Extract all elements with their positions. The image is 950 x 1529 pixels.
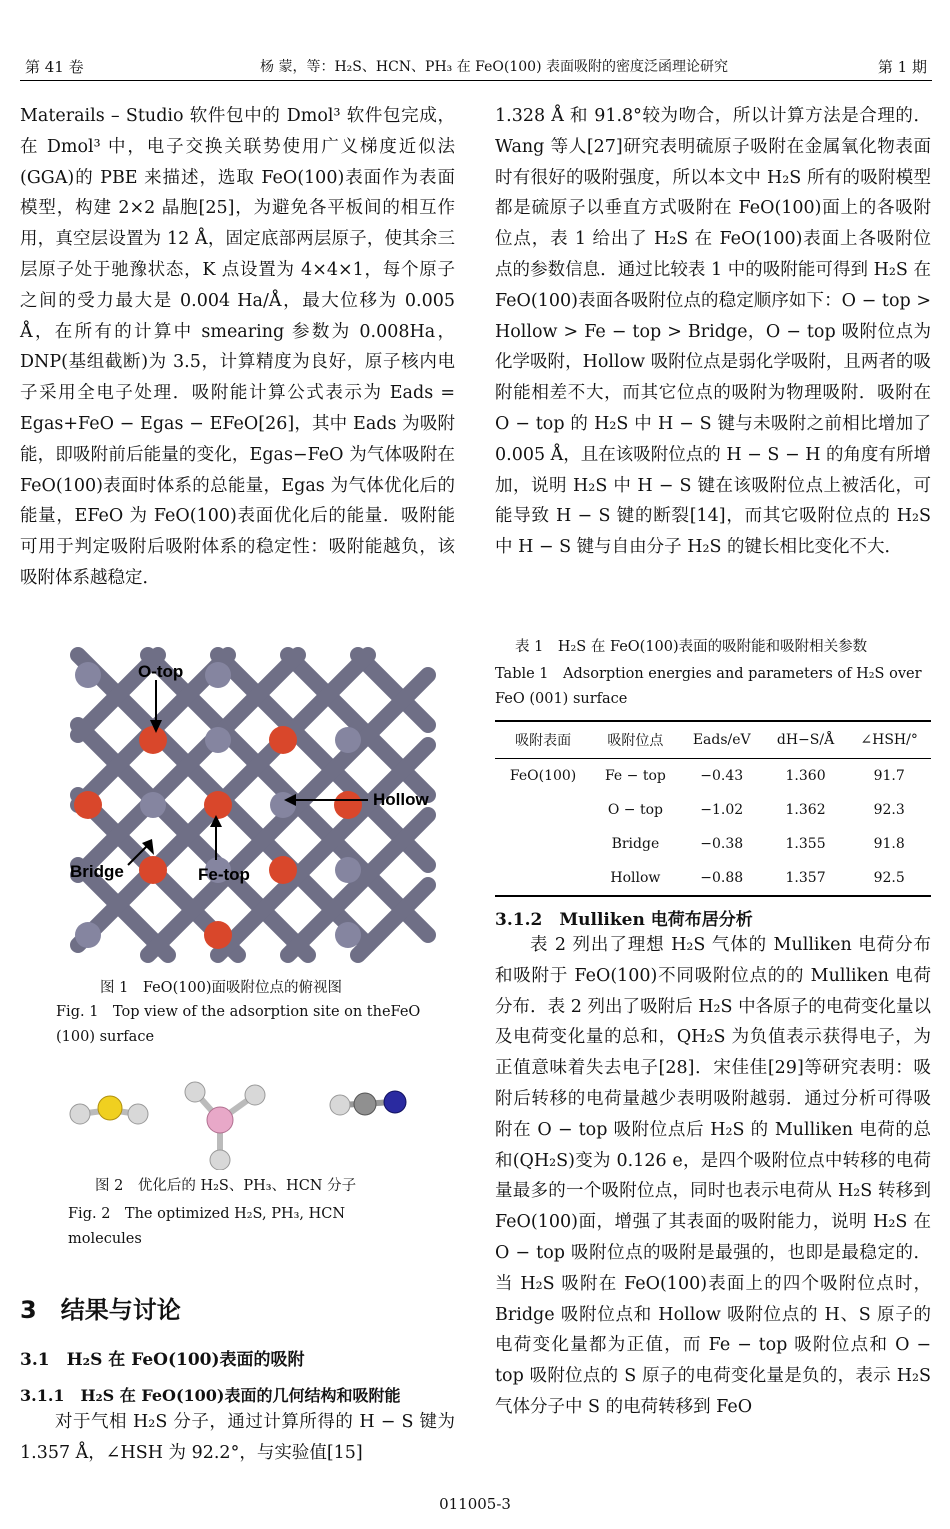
running-title: 杨 蒙，等：H₂S、HCN、PH₃ 在 FeO(100) 表面吸附的密度泛函理论研究 xyxy=(260,59,728,75)
otop-label: O-top xyxy=(138,662,184,681)
fetop-label: Fe-top xyxy=(198,865,250,884)
bridge-label: Bridge xyxy=(70,862,124,881)
table-row xyxy=(495,861,931,896)
table-cell xyxy=(495,793,591,827)
fig1-caption-en: Fig. 1 Top view of the adsorption site on theFeO (100) surface xyxy=(56,1004,421,1045)
section-3-1-heading: 3.1 H₂S 在 FeO(100)表面的吸附 xyxy=(20,1350,305,1370)
ph3-molecule xyxy=(185,1082,265,1170)
fig2-caption-cn: 图 2 优化后的 H₂S、PH₃、HCN 分子 xyxy=(95,1178,357,1194)
table1-caption-en: Table 1 Adsorption energies and parameters of H₂S over FeO (001) surface xyxy=(495,666,922,707)
table-header: Eads/eV xyxy=(692,732,751,748)
table-cell: Bridge xyxy=(611,836,660,852)
table-row xyxy=(495,827,931,861)
table-cell: O − top xyxy=(607,802,663,818)
table-header: 吸附位点 xyxy=(607,733,664,749)
right-paragraph-2-wrap xyxy=(495,930,931,1423)
running-header xyxy=(20,0,932,82)
table-header: 吸附表面 xyxy=(515,733,572,749)
table-cell: Hollow xyxy=(610,870,661,886)
table-header: ∠HSH/° xyxy=(860,732,918,748)
table-cell: 1.362 xyxy=(785,802,826,818)
issue-label: 第 1 期 xyxy=(877,58,927,76)
table-cell: 92.5 xyxy=(873,870,905,886)
header-rule xyxy=(20,80,932,81)
table-cell: Fe − top xyxy=(604,768,666,784)
section-3-1-2-heading: 3.1.2 Mulliken 电荷布居分析 xyxy=(495,910,753,930)
table-cell: 91.7 xyxy=(873,768,905,784)
right-column xyxy=(495,101,931,563)
table1-caption-cn: 表 1 H₂S 在 FeO(100)表面的吸附能和吸附相关参数 xyxy=(515,639,868,655)
section-3-1-1-heading: 3.1.1 H₂S 在 FeO(100)表面的几何结构和吸附能 xyxy=(20,1386,401,1405)
table-cell: 1.360 xyxy=(785,768,826,784)
figure-1-lattice xyxy=(68,645,438,965)
fig2-caption-en: Fig. 2 The optimized H₂S, PH₃, HCN molecules xyxy=(68,1206,346,1247)
page-number: 011005-3 xyxy=(439,1495,511,1513)
table-cell: FeO(100) xyxy=(509,768,577,784)
fig1-caption-cn: 图 1 FeO(100)面吸附位点的俯视图 xyxy=(100,980,343,996)
h2s-molecule xyxy=(70,1096,148,1124)
section-3-heading: 3 结果与讨论 xyxy=(20,1296,181,1324)
left-paragraph-2: 对于气相 H₂S 分子，通过计算所得的 H − S 键为 1.357 Å，∠HSH 为 92.2°，与实验值[15] xyxy=(20,1412,455,1463)
table-cell: 92.3 xyxy=(873,802,905,818)
table-cell: −1.02 xyxy=(700,802,744,818)
table-row xyxy=(495,793,931,827)
table-cell: −0.88 xyxy=(700,870,744,886)
table-cell: 91.8 xyxy=(873,836,905,852)
table-cell: −0.43 xyxy=(700,768,744,784)
table-cell: −0.38 xyxy=(700,836,744,852)
left-column xyxy=(20,101,455,594)
table-header: dH−S/Å xyxy=(776,732,835,748)
table-cell: 1.355 xyxy=(785,836,826,852)
table-cell xyxy=(495,827,591,861)
table-cell xyxy=(495,861,591,896)
right-paragraph-1: 1.328 Å 和 91.8°较为吻合，所以计算方法是合理的．Wang 等人[27]研究表明硫原子吸附在金属氧化物表面时有很好的吸附强度，所以本文中 H₂S 所有的吸附模型都是硫原子以垂直方式吸附在 FeO(100)面上的各吸附位点，表 1 给出了 H₂S 在 FeO(100)表面上各吸附位点的参数信息．通过比较表 1 中的吸附能可得到 H₂S 在 FeO(100)表面各吸附位点的稳定顺序如下：O − top > Hollow > Fe − top > Bridge，O − top 吸附位点为化学吸附，Hollow 吸附位点是弱化学吸附，且两者的吸附能相差不大，而其它位点的吸附为物理吸附．吸附在 O − top 的 H₂S 中 H − S 键与未吸附之前相比增加了 0.005 Å，且在该吸附位点的 H − S − H 的角度有所增加，说明 H₂S 中 H − S 键在该吸附位点上被活化，可能导致 H − S 键的断裂[14]，而其它吸附位点的 H₂S 中 H − S 键与自由分子 H₂S 的键长相比变化不大． xyxy=(495,106,932,558)
hcn-molecule xyxy=(330,1091,406,1115)
table-1 xyxy=(495,720,931,897)
table-cell: 1.357 xyxy=(785,870,826,886)
left-paragraph-1: Materails – Studio 软件包中的 Dmol³ 软件包完成，在 Dmol³ 中，电子交换关联势使用广义梯度近似法(GGA)的 PBE 来描述，选取 FeO(100)表面作为表面模型，构建 2×2 晶胞[25]，为避免各平板间的相互作用，真空层设置为 12 Å，固定底部两层原子，使其余三层原子处于驰豫状态，K 点设置为 4×4×1，每个原子之间的受力最大是 0.004 Ha/Å，最大位移为 0.005 Å，在所有的计算中 smearing 参数为 0.008Ha，DNP(基组截断)为 3.5，计算精度为良好，原子核内电子采用全电子处理．吸附能计算公式表示为 Eads = Egas+FeO − Egas − EFeO[26]，其中 Eads 为吸附能，即吸附前后能量的变化，Egas−FeO 为气体吸附在 FeO(100)表面时体系的总能量，Egas 为气体优化后的能量，EFeO 为 FeO(100)表面优化后的能量．吸附能可用于判定吸附后吸附体系的稳定性：吸附能越负，该吸附体系越稳定． xyxy=(20,106,455,588)
figure-2-molecules xyxy=(60,1080,430,1170)
volume-label: 第 41 卷 xyxy=(25,58,84,76)
right-paragraph-2: 表 2 列出了理想 H₂S 气体的 Mulliken 电荷分布和吸附于 FeO(100)不同吸附位点的的 Mulliken 电荷分布．表 2 列出了吸附后 H₂S 中各原子的电荷变化量以及电荷变化量的总和，QH₂S 为负值表示获得电子，为正值意味着失去电子[28]．宋佳佳[29]等研究表明：吸附后转移的电荷量越少表明吸附越弱．通过分析可得吸附在 O − top 吸附位点后 H₂S 的 Mulliken 电荷的总和(QH₂S)变为 0.126 e，是四个吸附位点中转移的电荷量最多的一个吸附位点，同时也表示电荷从 H₂S 转移到 FeO(100)面，增强了其表面的吸附能力，说明 H₂S 在 O − top 吸附位点的吸附是最强的，也即是最稳定的．当 H₂S 吸附在 FeO(100)表面上的四个吸附位点时，Bridge 吸附位点和 Hollow 吸附位点的 H、S 原子的电荷变化量都为正值，而 Fe − top 吸附位点和 O − top 吸附位点的 S 原子的电荷变化量是负的，表示 H₂S 气体分子中 S 的电荷转移到 FeO xyxy=(495,935,931,1417)
hollow-label: Hollow xyxy=(373,790,429,809)
left-paragraph-2-wrap xyxy=(20,1407,455,1469)
table-row xyxy=(495,759,931,794)
